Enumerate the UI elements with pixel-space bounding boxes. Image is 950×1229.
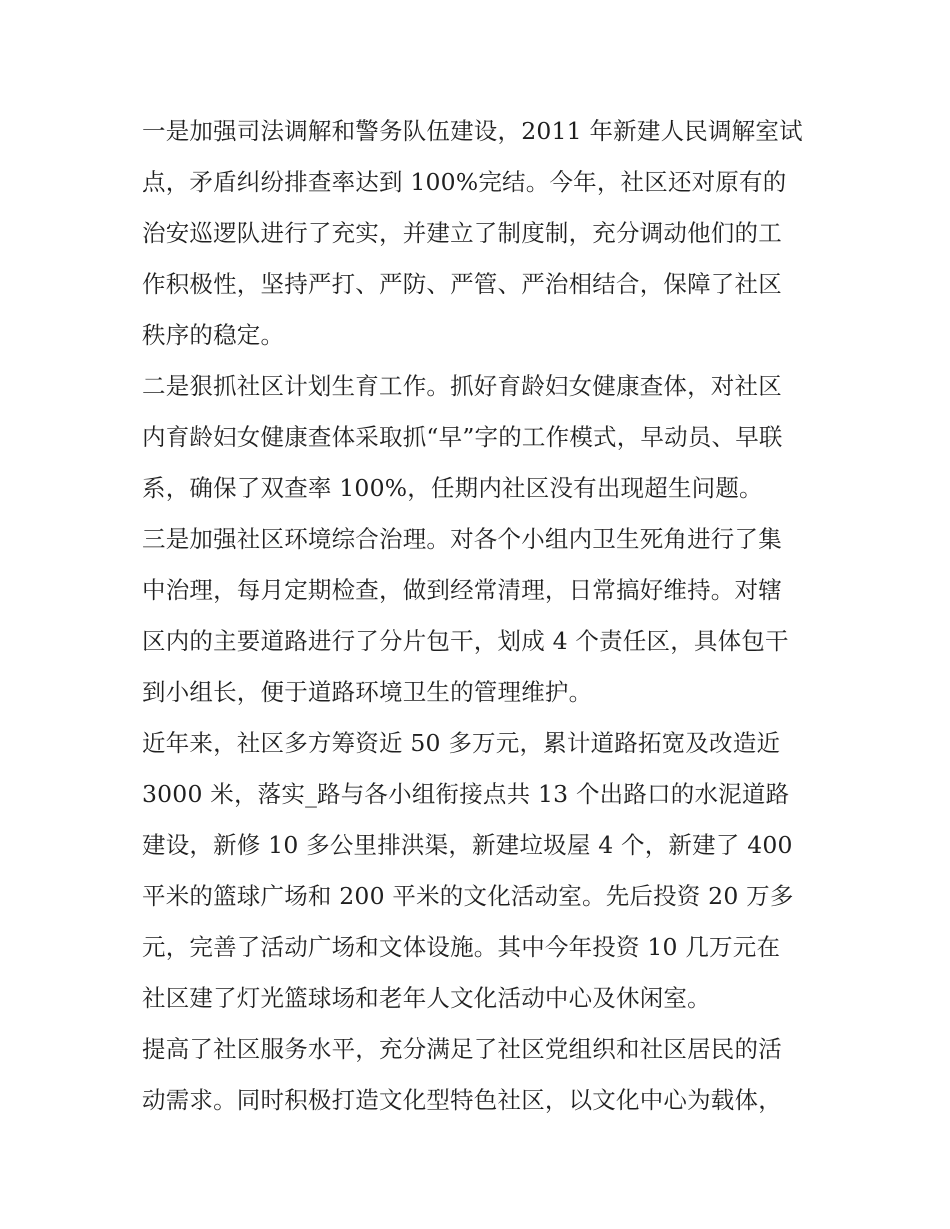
text-line: 3000 米，落实_路与各小组衔接点共 13 个出路口的水泥道路 <box>142 780 790 808</box>
text-line: 二是狠抓社区计划生育工作。抓好育龄妇女健康查体，对社区 <box>142 372 782 400</box>
text-line: 平米的篮球广场和 200 平米的文化活动室。先后投资 20 万多 <box>142 882 794 910</box>
text-line: 内育龄妇女健康查体采取抓“早”字的工作模式，早动员、早联 <box>142 423 783 451</box>
document-body <box>142 106 832 1126</box>
text-line: 点，矛盾纠纷排查率达到 100%完结。今年，社区还对原有的 <box>142 168 787 196</box>
text-line: 动需求。同时积极打造文化型特色社区，以文化中心为载体， <box>142 1086 782 1114</box>
text-line: 元，完善了活动广场和文体设施。其中今年投资 10 几万元在 <box>142 933 781 961</box>
text-line: 治安巡逻队进行了充实，并建立了制度制，充分调动他们的工 <box>142 219 782 247</box>
text-line: 一是加强司法调解和警务队伍建设，2011 年新建人民调解室试 <box>142 117 803 145</box>
text-line: 作积极性，坚持严打、严防、严管、严治相结合，保障了社区 <box>142 270 782 298</box>
text-line: 到小组长，便于道路环境卫生的管理维护。 <box>142 678 593 706</box>
text-line: 系，确保了双查率 100%，任期内社区没有出现超生问题。 <box>142 474 763 502</box>
text-line: 建设，新修 10 多公里排洪渠，新建垃圾屋 4 个，新建了 400 <box>142 831 793 859</box>
text-line: 社区建了灯光篮球场和老年人文化活动中心及休闲室。 <box>142 984 711 1012</box>
text-line: 中治理，每月定期检查，做到经常清理，日常搞好维持。对辖 <box>142 576 782 604</box>
text-line: 秩序的稳定。 <box>142 321 285 349</box>
text-line: 三是加强社区环境综合治理。对各个小组内卫生死角进行了集 <box>142 525 782 553</box>
text-line: 提高了社区服务水平，充分满足了社区党组织和社区居民的活 <box>142 1035 782 1063</box>
text-line: 区内的主要道路进行了分片包干，划成 4 个责任区，具体包干 <box>142 627 789 655</box>
text-line: 近年来，社区多方筹资近 50 多万元，累计道路拓宽及改造近 <box>142 729 781 757</box>
